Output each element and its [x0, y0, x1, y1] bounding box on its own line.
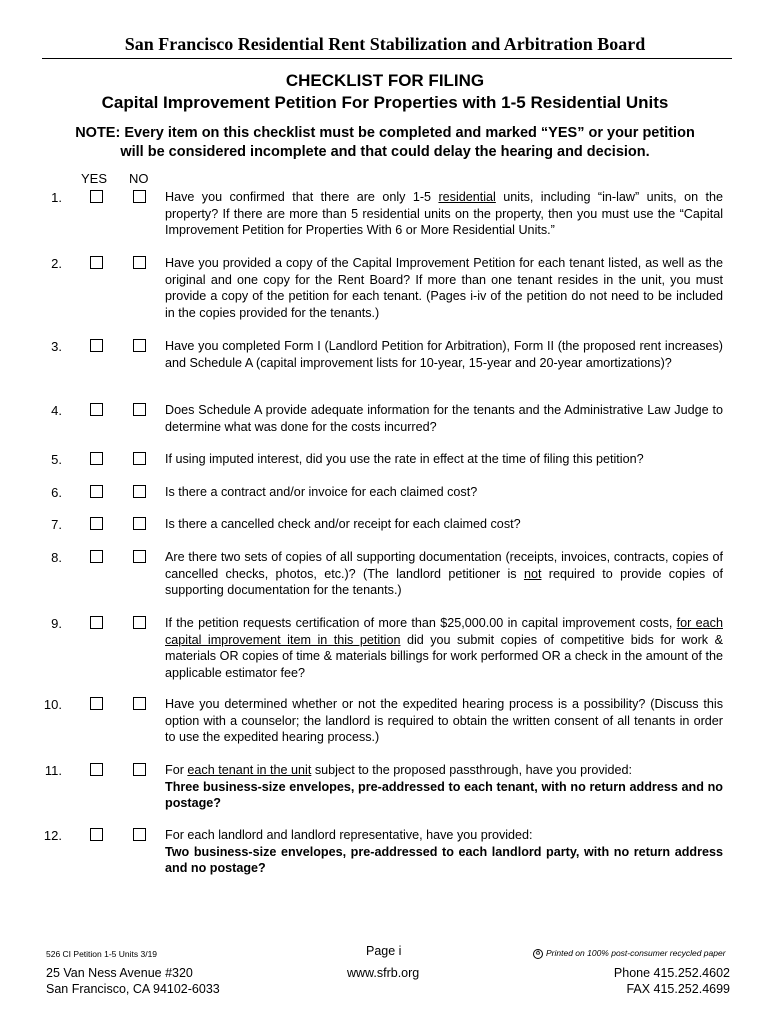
item-number: 5.	[51, 452, 62, 467]
item-number: 1.	[51, 190, 62, 205]
item-text: For	[165, 763, 188, 777]
item-question	[165, 762, 723, 812]
yes-checkbox[interactable]	[90, 828, 103, 841]
no-checkbox[interactable]	[133, 616, 146, 629]
item-text: not	[523, 566, 542, 581]
item-number: 4.	[51, 403, 62, 418]
organization-name: San Francisco Residential Rent Stabilization and Arbitration Board	[124, 34, 646, 54]
item-text: Is there a contract and/or invoice for each claimed cost?	[165, 485, 478, 499]
no-checkbox[interactable]	[133, 452, 146, 465]
item-text: subject to the proposed passthrough, have you provided:	[311, 763, 632, 777]
item-question	[165, 615, 723, 681]
item-question	[165, 402, 723, 435]
website-link[interactable]: www.sfrb.org	[347, 966, 420, 980]
fax-number: FAX 415.252.4699	[626, 982, 730, 996]
form-id: 526 CI Petition 1-5 Units 3/19	[46, 949, 158, 959]
item-number: 11.	[44, 763, 62, 778]
address-line-1: 25 Van Ness Avenue #320	[46, 966, 193, 980]
item-text: for each capital improvement item in this petition	[165, 616, 723, 647]
yes-checkbox[interactable]	[90, 190, 103, 203]
recycled-note	[533, 948, 726, 959]
item-text: If using imputed interest, did you use the rate in effect at the time of filing this petition?	[165, 452, 644, 466]
no-checkbox[interactable]	[133, 339, 146, 352]
item-number: 12.	[43, 828, 62, 843]
no-checkbox[interactable]	[133, 256, 146, 269]
yes-checkbox[interactable]	[90, 763, 103, 776]
yes-checkbox[interactable]	[90, 697, 103, 710]
checklist-note: NOTE: Every item on this checklist must be completed and marked “YES” or your petition will be considered incomplete and that could delay the hearing and decision.	[75, 125, 695, 160]
item-text: Have you completed Form I (Landlord Petition for Arbitration), Form II (the proposed rent increases) and Schedule A (capital improvement lists for 10-year, 15-year and 20-year amortizations)?	[165, 339, 723, 370]
yes-checkbox[interactable]	[90, 517, 103, 530]
header-rule	[42, 58, 732, 59]
item-text: Is there a cancelled check and/or receipt for each claimed cost?	[165, 517, 521, 531]
address-line-2: San Francisco, CA 94102-6033	[46, 982, 220, 996]
item-number: 6.	[51, 485, 62, 500]
yes-checkbox[interactable]	[90, 403, 103, 416]
no-checkbox[interactable]	[133, 828, 146, 841]
phone-number: Phone 415.252.4602	[613, 966, 730, 980]
item-text: For each landlord and landlord representative, have you provided:	[165, 828, 533, 842]
recycle-icon: ♻	[533, 949, 543, 959]
yes-checkbox[interactable]	[90, 452, 103, 465]
item-text: did you submit copies of competitive bids for work & materials OR copies of time & materials billings for work performed OR a check in the amount of the applicable estimator fee?	[165, 632, 723, 680]
yes-checkbox[interactable]	[90, 485, 103, 498]
item-question	[165, 827, 723, 877]
item-text: If the petition requests certification of more than $25,000.00 in capital improvement costs,	[165, 616, 677, 630]
item-number: 2.	[51, 256, 62, 271]
item-text: units, including “in-law” units, on the property? If there are more than 5 residential units on the property, then you must use the “Capital Improvement Petition for Properties With 6 or More Residential Units.”	[165, 190, 723, 237]
item-question	[165, 255, 723, 321]
item-number: 10.	[43, 697, 62, 712]
no-checkbox[interactable]	[133, 697, 146, 710]
recycled-text: Printed on 100% post-consumer recycled paper	[546, 948, 726, 958]
checklist-title: CHECKLIST FOR FILING	[285, 71, 485, 90]
no-checkbox[interactable]	[133, 763, 146, 776]
item-question	[165, 189, 723, 239]
item-question	[165, 549, 723, 599]
item-text: Have you determined whether or not the expedited hearing process is a possibility? (Discuss this option with a counselor; the landlord is required to obtain the written consent of all tenants in order to use the expedited hearing process.)	[165, 697, 723, 744]
item-text: Does Schedule A provide adequate information for the tenants and the Administrative Law Judge to determine what was done for the costs incurred?	[165, 403, 723, 434]
no-checkbox[interactable]	[133, 517, 146, 530]
item-question	[165, 516, 723, 533]
item-number: 7.	[51, 517, 62, 532]
item-requirement: Three business-size envelopes, pre-addressed to each tenant, with no return address and no postage?	[165, 779, 723, 810]
no-checkbox[interactable]	[133, 485, 146, 498]
item-number: 9.	[51, 616, 62, 631]
item-text: required to provide copies of supporting documentation for the tenants.)	[165, 566, 724, 597]
no-checkbox[interactable]	[133, 550, 146, 563]
yes-checkbox[interactable]	[90, 339, 103, 352]
page-number: Page i	[366, 944, 402, 958]
yes-column-header: YES	[81, 171, 108, 186]
yes-checkbox[interactable]	[90, 616, 103, 629]
item-number: 3.	[51, 339, 62, 354]
yes-checkbox[interactable]	[90, 256, 103, 269]
yes-checkbox[interactable]	[90, 550, 103, 563]
item-text: Are there two sets of copies of all supporting documentation (receipts, invoices, contracts, copies of cancelled checks, photos, etc.)? (The landlord petitioner is	[165, 550, 723, 581]
item-text: residential	[438, 190, 496, 204]
no-checkbox[interactable]	[133, 190, 146, 203]
item-question	[165, 696, 723, 746]
item-text: Have you confirmed that there are only 1-5	[165, 190, 439, 204]
item-number: 8.	[51, 550, 62, 565]
item-question	[165, 451, 723, 468]
item-text: Have you provided a copy of the Capital Improvement Petition for each tenant listed, as well as the original and one copy for the Rent Board? If more than one tenant resides in the unit, you must provide a copy of the petition for each tenant. (Pages i-iv of the petition do not need to be included in the copies provided for the tenants.)	[165, 256, 723, 320]
no-checkbox[interactable]	[133, 403, 146, 416]
item-question	[165, 338, 723, 371]
item-question	[165, 484, 723, 501]
checklist-subtitle: Capital Improvement Petition For Properties with 1-5 Residential Units	[101, 93, 669, 112]
item-text: each tenant in the unit	[187, 763, 312, 777]
item-requirement: Two business-size envelopes, pre-addressed to each landlord party, with no return address and no postage?	[165, 844, 723, 875]
no-column-header: NO	[129, 171, 149, 186]
